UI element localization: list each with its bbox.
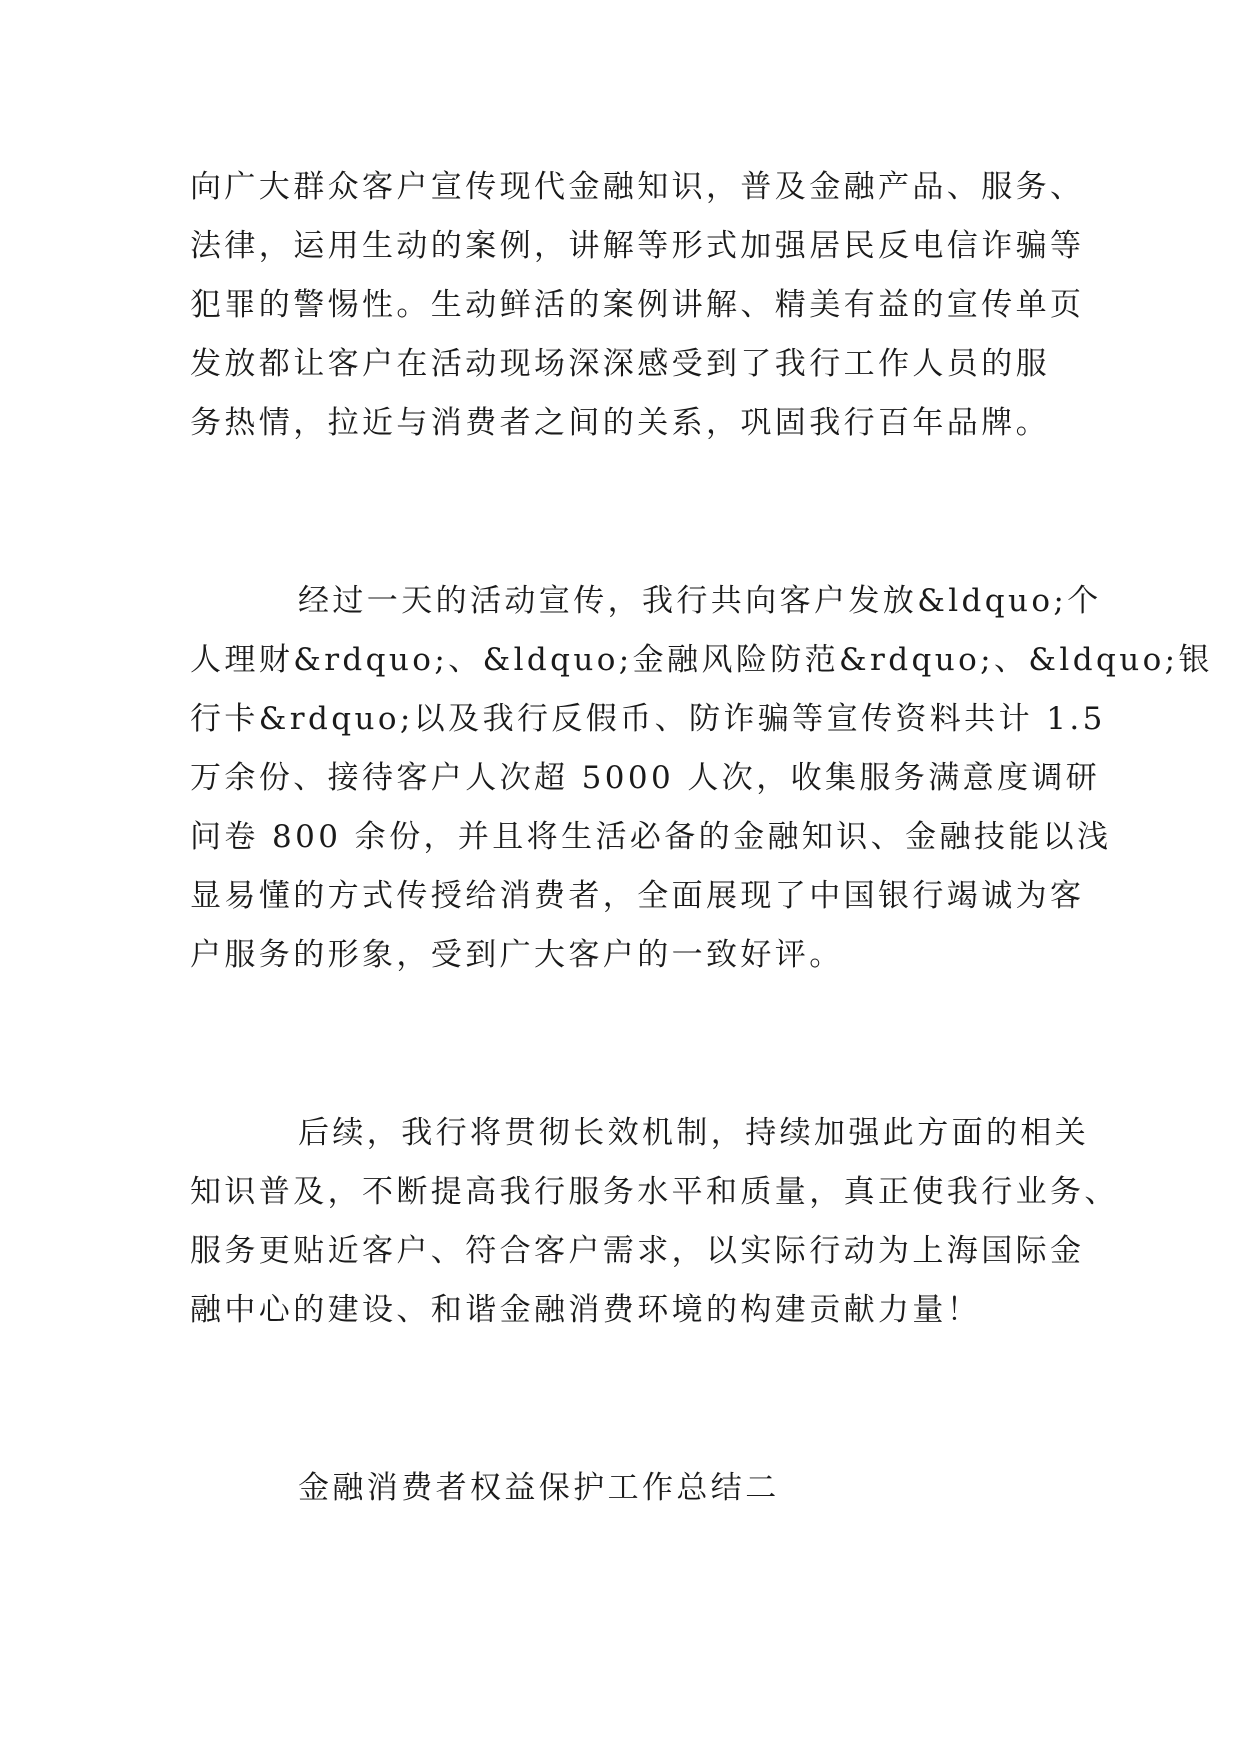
paragraph-line: 服务更贴近客户、符合客户需求，以实际行动为上海国际金 — [190, 1233, 1085, 1269]
paragraph-line: 法律，运用生动的案例，讲解等形式加强居民反电信诈骗等 — [190, 228, 1085, 264]
paragraph-line: 犯罪的警惕性。生动鲜活的案例讲解、精美有益的宣传单页 — [190, 287, 1085, 323]
paragraph-line: 户服务的形象，受到广大客户的一致好评。 — [190, 937, 844, 973]
paragraph-line: 发放都让客户在活动现场深深感受到了我行工作人员的服 — [190, 346, 1050, 382]
paragraph-line: 问卷 800 余份，并且将生活必备的金融知识、金融技能以浅 — [190, 819, 1112, 855]
paragraph-line: 务热情，拉近与消费者之间的关系，巩固我行百年品牌。 — [190, 405, 1050, 441]
paragraph-line: 万余份、接待客户人次超 5000 人次，收集服务满意度调研 — [190, 760, 1101, 796]
paragraph-line: 后续，我行将贯彻长效机制，持续加强此方面的相关 — [298, 1115, 1090, 1151]
paragraph-line: 向广大群众客户宣传现代金融知识，普及金融产品、服务、 — [190, 169, 1085, 205]
section-heading: 金融消费者权益保护工作总结二 — [298, 1470, 780, 1506]
paragraph-line: 经过一天的活动宣传，我行共向客户发放&ldquo;个 — [298, 583, 1102, 619]
paragraph-line: 知识普及，不断提高我行服务水平和质量，真正使我行业务、 — [190, 1174, 1119, 1210]
paragraph-line: 融中心的建设、和谐金融消费环境的构建贡献力量！ — [190, 1292, 982, 1328]
paragraph-line: 人理财&rdquo;、&ldquo;金融风险防范&rdquo;、&ldquo;银 — [190, 642, 1213, 678]
paragraph-line: 行卡&rdquo;以及我行反假币、防诈骗等宣传资料共计 1.5 — [190, 701, 1106, 737]
paragraph-line: 显易懂的方式传授给消费者，全面展现了中国银行竭诚为客 — [190, 878, 1085, 914]
